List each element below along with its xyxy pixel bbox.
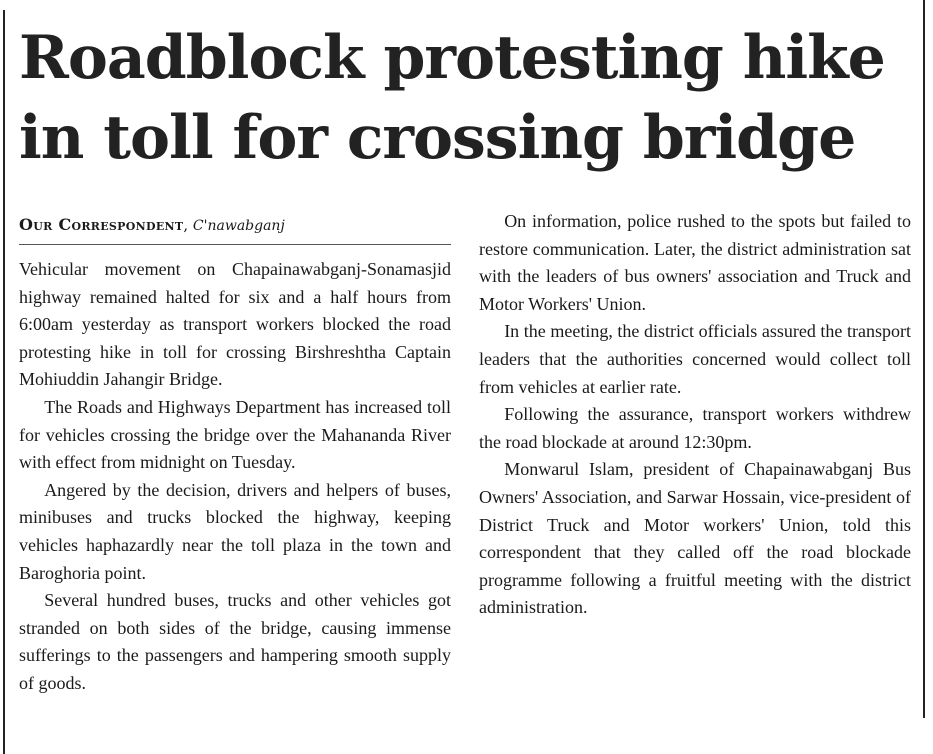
article-paragraph: Vehicular movement on Chapainawabganj-Sonamasjid highway remained halted for six and a half hours from 6:00am yesterday as transport workers blocked the road protesting hike in toll for crossing Birshreshtha Captain Mohiuddin Jahangir Bridge. <box>19 259 451 390</box>
byline <box>19 214 451 245</box>
left-column-rule <box>3 10 5 754</box>
article-paragraph: In the meeting, the district officials assured the transport leaders that the authorities concerned would collect toll from vehicles at earlier rate. <box>479 321 911 397</box>
right-column-rule <box>923 0 925 718</box>
article-column-left <box>19 256 451 698</box>
article-paragraph: The Roads and Highways Department has increased toll for vehicles crossing the bridge over the Mahananda River with effect from midnight on Tuesday. <box>19 396 451 473</box>
article-paragraph: Several hundred buses, trucks and other vehicles got stranded on both sides of the bridge, causing immense sufferings to the passengers and hampering smooth supply of goods. <box>19 590 451 693</box>
byline-location: C'nawabganj <box>192 218 285 234</box>
article-paragraph: Following the assurance, transport workers withdrew the road blockade at around 12:30pm. <box>479 404 911 452</box>
headline: Roadblock protesting hike in toll for crossing bridge <box>19 23 885 173</box>
byline-author: Our Correspondent <box>19 215 184 234</box>
article-paragraph: Angered by the decision, drivers and helpers of buses, minibuses and trucks blocked the highway, keeping vehicles haphazardly near the toll plaza in the town and Baroghoria point. <box>19 479 451 583</box>
byline-separator: , <box>183 216 189 234</box>
article-paragraph: Monwarul Islam, president of Chapainawabganj Bus Owners' Association, and Sarwar Hossain, vice-president of District Truck and Motor workers' Union, told this correspondent that they called off the road blockade programme following a fruitful meeting with the district administration. <box>479 459 911 618</box>
article-column-right <box>479 208 911 622</box>
article-paragraph: On information, police rushed to the spots but failed to restore communication. Later, the district administration sat with the leaders of bus owners' association and Truck and Motor Workers' Union. <box>479 211 911 314</box>
